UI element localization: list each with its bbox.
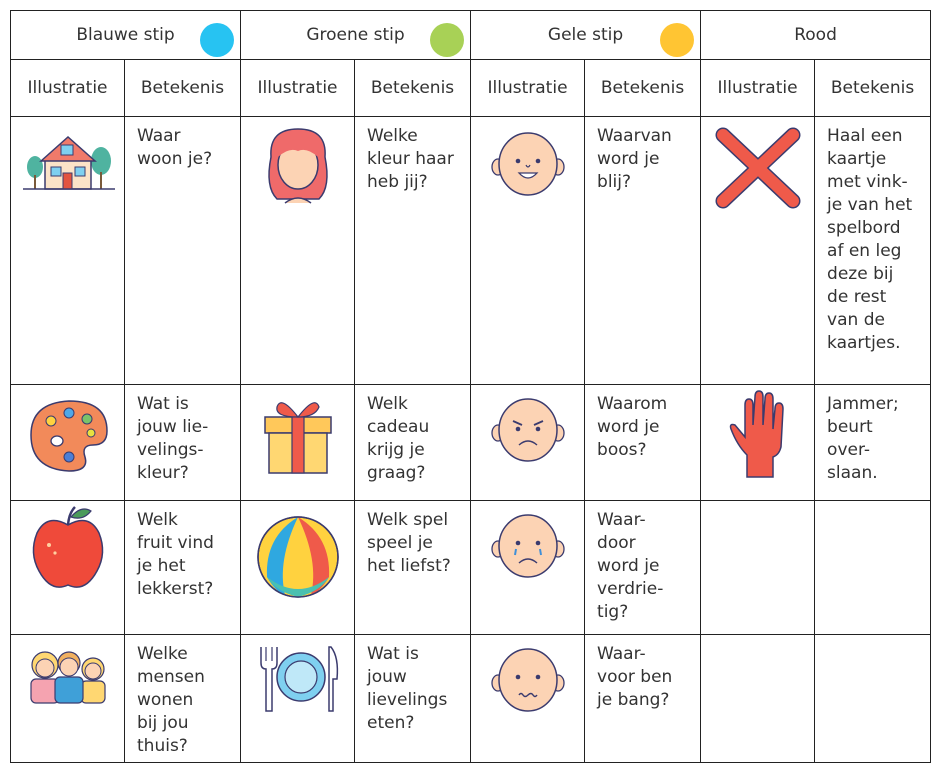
sad-face-icon [471,501,585,591]
illustration-cell [11,385,125,501]
header-yellow-dot [471,11,701,60]
game-legend-table [10,10,931,763]
meaning-cell [125,117,241,385]
blue-dot-icon [200,23,234,57]
meaning-cell [355,635,471,763]
illustration-cell [11,635,125,763]
happy-face-icon [471,117,585,207]
meaning-cell [125,501,241,635]
gift-icon [241,385,355,485]
meaning-cell [585,501,701,635]
meaning-text: Waarvan word je blij? [597,126,672,192]
meaning-text: Waar woon je? [137,126,213,169]
angry-face-icon [471,385,585,475]
subheader-illustration: Illustratie [701,60,815,117]
yellow-dot-icon [660,23,694,57]
meaning-text: Wat is jouw lie- velings- kleur? [137,394,209,483]
plate-cutlery-icon [241,635,355,725]
subheader-meaning: Betekenis [125,60,241,117]
subheader-illustration: Illustratie [11,60,125,117]
house-icon [11,117,125,207]
meaning-text: Haal een kaartje met vink- je van het spelbord af en leg deze bij de rest van de kaartjes. [827,126,913,353]
illustration-cell [241,117,355,385]
header-label: Blauwe stip [76,25,175,45]
empty-cell [815,501,931,635]
meaning-text: Welk fruit vind je het lekkerst? [137,510,214,599]
subheader-illustration: Illustratie [241,60,355,117]
meaning-text: Welk cadeau krijg je graag? [367,394,430,483]
meaning-cell [125,635,241,763]
girl-head-icon [241,117,355,217]
subheader-illustration: Illustratie [471,60,585,117]
illustration-cell [241,385,355,501]
meaning-cell [355,501,471,635]
header-label: Rood [794,25,837,45]
header-green-dot [241,11,471,60]
meaning-cell [585,117,701,385]
header-label: Groene stip [306,25,405,45]
illustration-cell [11,501,125,635]
header-row [11,11,931,60]
meaning-cell [125,385,241,501]
subheader-meaning: Betekenis [585,60,701,117]
meaning-cell [815,117,931,385]
illustration-cell [701,117,815,385]
red-cross-icon [701,117,815,217]
meaning-cell [585,385,701,501]
meaning-text: Waarom word je boos? [597,394,668,460]
meaning-text: Jammer; beurt over- slaan. [827,394,899,483]
apple-icon [11,501,125,601]
illustration-cell [471,635,585,763]
meaning-text: Welke mensen wonen bij jou thuis? [137,644,205,756]
illustration-cell [11,117,125,385]
meaning-text: Welk spel speel je het liefst? [367,510,451,576]
subheader-row [11,60,931,117]
meaning-text: Welke kleur haar heb jij? [367,126,454,192]
meaning-text: Waar- door word je verdrie- tig? [597,510,664,622]
illustration-cell [241,635,355,763]
meaning-cell [355,117,471,385]
empty-cell [815,635,931,763]
header-red [701,11,931,60]
illustration-cell [471,117,585,385]
table-row [11,117,931,385]
family-icon [11,635,125,715]
meaning-cell [585,635,701,763]
header-blue-dot [11,11,241,60]
table-row [11,385,931,501]
paint-palette-icon [11,385,125,485]
meaning-text: Waar- voor ben je bang? [597,644,673,710]
beach-ball-icon [241,501,355,611]
red-hand-icon [701,385,815,485]
meaning-cell [355,385,471,501]
empty-cell [701,635,815,763]
empty-cell [701,501,815,635]
subheader-meaning: Betekenis [815,60,931,117]
illustration-cell [471,501,585,635]
table-row [11,635,931,763]
table-row [11,501,931,635]
illustration-cell [471,385,585,501]
green-dot-icon [430,23,464,57]
subheader-meaning: Betekenis [355,60,471,117]
header-label: Gele stip [547,25,624,45]
meaning-text: Wat is jouw lievelings eten? [367,644,448,733]
scared-face-icon [471,635,585,725]
illustration-cell [701,385,815,501]
illustration-cell [241,501,355,635]
meaning-cell [815,385,931,501]
